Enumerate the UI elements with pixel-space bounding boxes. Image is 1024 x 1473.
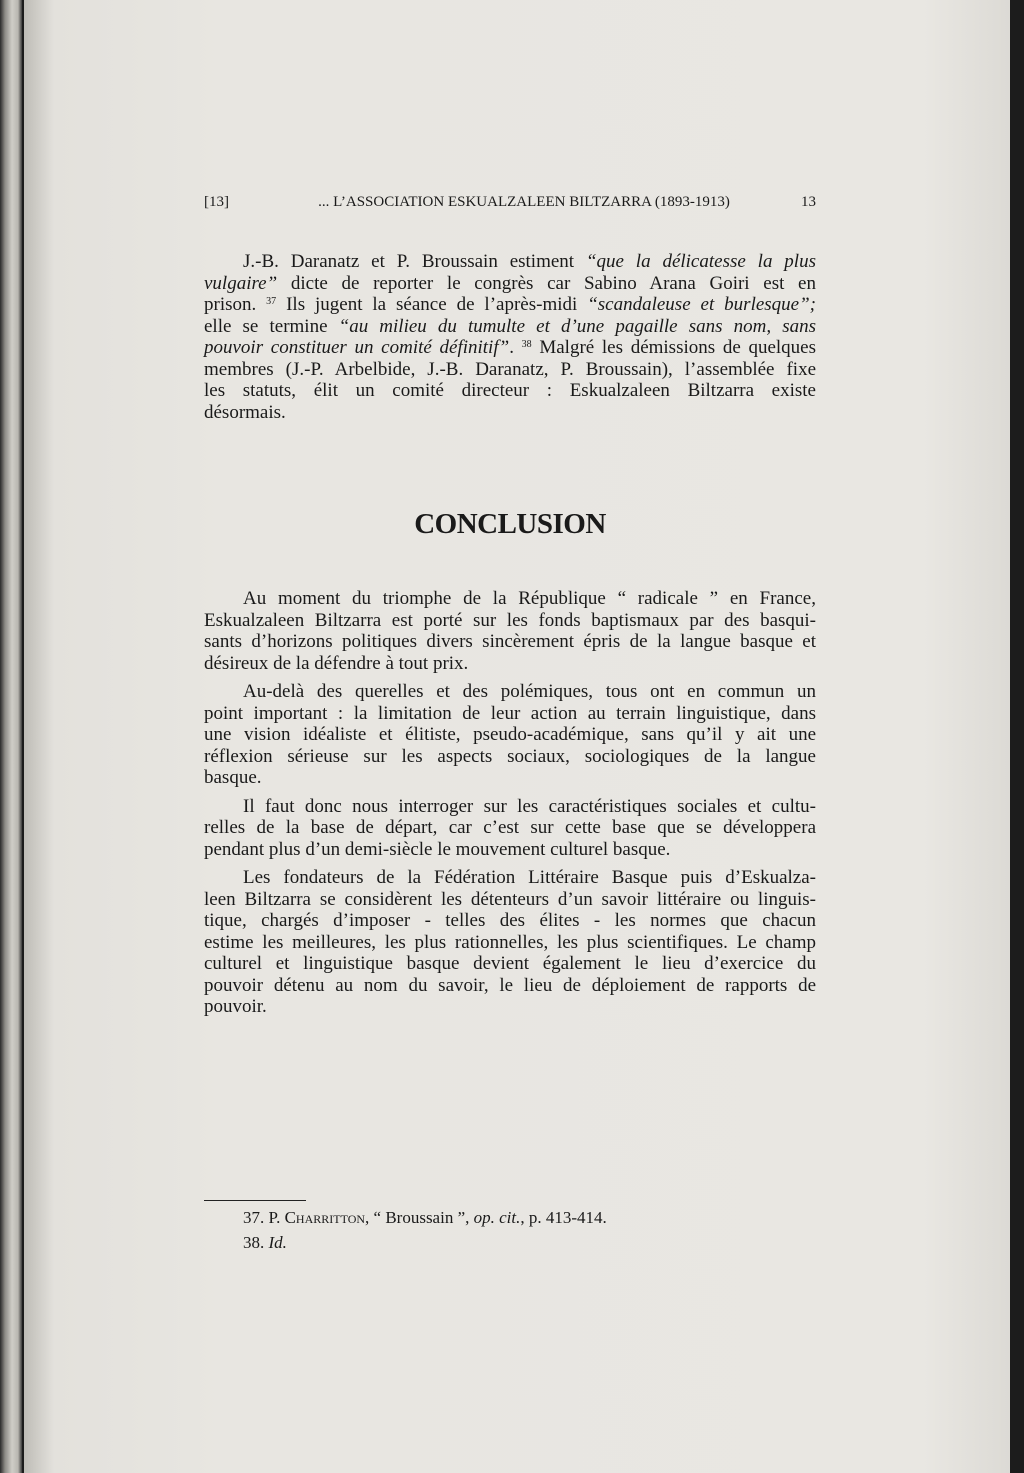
text-segment: les statuts, élit un comité directeur : Eskualzaleen Biltzarra existe xyxy=(204,380,816,401)
text-segment: . xyxy=(509,337,522,358)
text-line xyxy=(204,402,816,424)
text-segment: “au milieu du tumulte et d’une pagaille sans nom, sans xyxy=(338,315,816,337)
text-line: une vision idéaliste et élitiste, pseudo-académique, sans qu’il y ait une xyxy=(204,724,816,745)
text-segment: “que la délicatesse la plus xyxy=(585,251,816,272)
text-segment: vulgaire” xyxy=(204,272,278,294)
footnote-number: 37. xyxy=(243,1208,265,1227)
footnote-number: 38. xyxy=(243,1233,265,1252)
footnote-ref: Id. xyxy=(268,1233,287,1252)
text-line xyxy=(204,251,816,273)
text-line: relles de la base de départ, car c’est sur cette base que se développera xyxy=(204,817,816,838)
text-segment: membres (J.-P. Arbelbide, J.-B. Daranatz, P. Broussain), l’assemblée fixe xyxy=(204,358,816,380)
text-line: désireux de la défendre à tout prix. xyxy=(204,652,469,674)
footnote-ref: op. cit. xyxy=(473,1208,521,1227)
text-line xyxy=(204,273,816,295)
text-segment: elle se termine xyxy=(204,315,339,337)
text-line: Les fondateurs de la Fédération Littéraire Basque puis d’Eskualza- xyxy=(243,867,816,888)
text-segment: “scandaleuse et burlesque”; xyxy=(587,294,817,315)
text-line: pendant plus d’un demi-siècle le mouvement culturel basque. xyxy=(204,838,671,860)
text-line: Au moment du triomphe de la République “ radicale ” en France, xyxy=(243,588,816,609)
footnote-37: 37. P. Charritton, “ Broussain ”, op. cit., p. 413-414. xyxy=(243,1208,607,1227)
conclusion-text xyxy=(204,588,816,1025)
paragraph xyxy=(204,681,816,789)
text-line: culturel et linguistique basque devient également le lieu d’exercice du xyxy=(204,953,816,974)
text-line xyxy=(204,316,816,338)
text-line: pouvoir détenu au nom du savoir, le lieu de déploiement de rapports de xyxy=(204,974,816,996)
text-segment: J.-B. Daranatz et P. Broussain estiment xyxy=(243,251,586,272)
paragraph xyxy=(204,588,816,674)
text-line xyxy=(204,294,816,316)
footnote-title: “ Broussain ” xyxy=(373,1208,466,1227)
text-line: basque. xyxy=(204,767,262,788)
text-line: réflexion sérieuse sur les aspects sociaux, sociologiques de la langue xyxy=(204,745,816,767)
footnote-ref-marker: 38 xyxy=(521,339,532,350)
running-header xyxy=(204,194,816,211)
text-line: leen Biltzarra se considèrent les détenteurs d’un savoir littéraire ou linguis- xyxy=(204,888,816,910)
text-line: Eskualzaleen Biltzarra est porté sur les fonds baptismaux par des basqui- xyxy=(204,609,816,631)
text-segment: dicte de reporter le congrès car Sabino Arana Goiri est en xyxy=(277,272,816,294)
footnote-ref-marker: 37 xyxy=(266,296,277,307)
text-line: sants d’horizons politiques divers sincèrement épris de la langue basque et xyxy=(204,631,816,652)
footnote-pages: p. 413-414. xyxy=(528,1208,607,1227)
text-line: pouvoir. xyxy=(204,996,267,1017)
text-line: Il faut donc nous interroger sur les caractéristiques sociales et cultu- xyxy=(243,795,816,817)
text-line: tique, chargés d’imposer - telles des élites - les normes que chacun xyxy=(204,910,816,931)
text-line: point important : la limitation de leur action au terrain linguistique, dans xyxy=(204,702,816,724)
section-title: CONCLUSION xyxy=(414,508,606,540)
footnote-38 xyxy=(243,1233,287,1253)
header-title: ... L’ASSOCIATION ESKUALZALEEN BILTZARRA (1893-1913) xyxy=(318,194,730,210)
footnote-rule xyxy=(204,1200,306,1201)
text-segment: prison. xyxy=(204,294,267,315)
text-line: Au-delà des querelles et des polémiques, tous ont en commun un xyxy=(243,681,816,702)
text-line xyxy=(204,359,816,381)
facing-page-edge xyxy=(0,0,22,1473)
intro-paragraph xyxy=(204,251,816,423)
paragraph xyxy=(204,796,816,861)
text-line xyxy=(204,380,816,402)
paragraph xyxy=(204,867,816,1018)
header-bracket-page: [13] xyxy=(204,194,229,210)
text-segment: désormais. xyxy=(204,401,286,423)
footnote-author: P. Charritton xyxy=(268,1208,366,1227)
text-segment: pouvoir constituer un comité définitif” xyxy=(204,337,510,358)
text-line: estime les meilleures, les plus rationnelles, les plus scientifiques. Le champ xyxy=(204,931,816,953)
text-segment: Ils jugent la séance de l’après-midi xyxy=(276,294,588,315)
text-line xyxy=(204,337,816,359)
text-segment: Malgré les démissions de quelques xyxy=(531,337,816,358)
page-number: 13 xyxy=(800,194,816,210)
